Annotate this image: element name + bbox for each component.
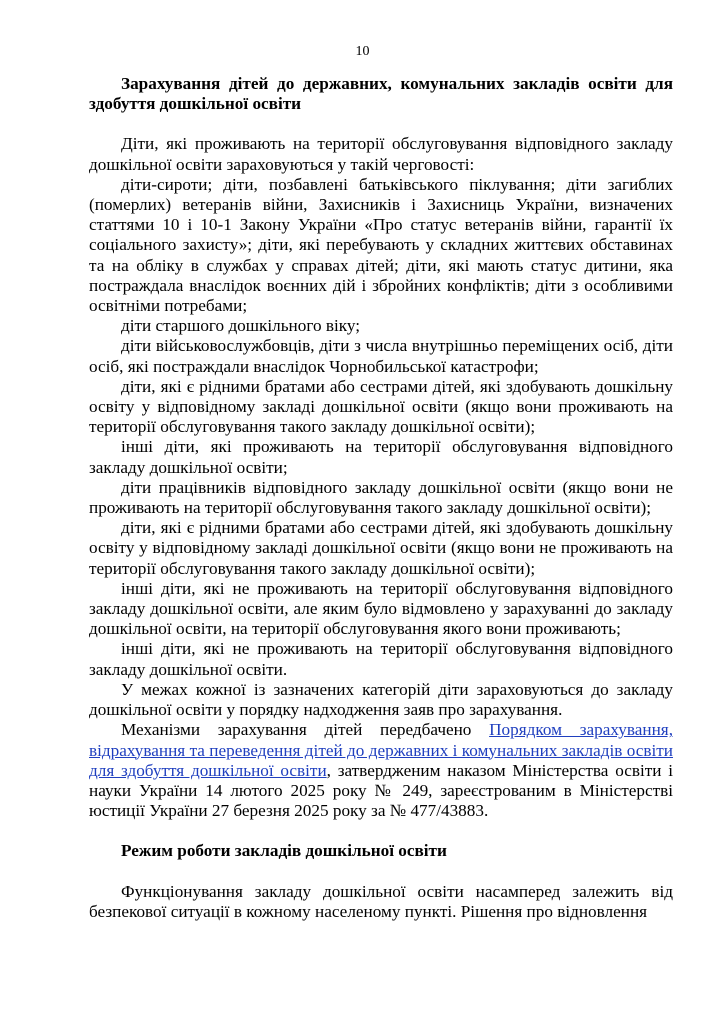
spacer: [89, 862, 673, 882]
list-item-priority-6: діти працівників відповідного закладу дошкільної освіти (якщо вони не проживають на території обслуговування такого закладу дошкільної освіти);: [89, 477, 673, 518]
list-item-priority-1: діти-сироти; діти, позбавлені батьківського піклування; діти загиблих (померлих) ветеранів війни, Захисників і Захисниць України, визначених статтями 10 і 10-1 Закону України «Про статус ветеранів війни, гарантії їх соціального захисту»; діти, які перебувають у складних життєвих обставинах та на обліку в службах у справах дітей; діти, які мають статус дитини, яка постраждала внаслідок воєнних дій і збройних конфліктів; діти з особливими освітніми потребами;: [89, 174, 673, 316]
list-item-priority-7: діти, які є рідними братами або сестрами дітей, які здобувають дошкільну освіту у відповідному закладі дошкільної освіти (якщо вони не проживають на території обслуговування такого закладу дошкільної освіти);: [89, 518, 673, 578]
page-content: [89, 74, 673, 922]
list-item-priority-3: діти військовослужбовців, діти з числа внутрішньо переміщених осіб, діти осіб, які постраждали внаслідок Чорнобильської катастрофи;: [89, 336, 673, 376]
paragraph-functioning: Функціонування закладу дошкільної освіти насамперед залежить від безпекової ситуації в кожному населеному пункті. Рішення про відновлення: [89, 881, 673, 921]
spacer: [89, 114, 673, 134]
list-item-priority-4: діти, які є рідними братами або сестрами дітей, які здобувають дошкільну освіту у відповідному закладі дошкільної освіти (якщо вони проживають на території обслуговування такого закладу дошкільної освіти);: [89, 376, 673, 437]
list-item-priority-2: діти старшого дошкільного віку;: [121, 316, 360, 336]
page-number: 10: [355, 44, 370, 59]
section-heading-enrollment: Зарахування дітей до державних, комунальних закладів освіти для здобуття дошкільної освіти: [89, 74, 673, 114]
section-heading-operating-mode: Режим роботи закладів дошкільної освіти: [121, 841, 447, 861]
list-item-priority-9: інші діти, які не проживають на території обслуговування відповідного закладу дошкільної освіти.: [89, 639, 673, 679]
paragraph-mechanisms: [89, 720, 673, 821]
spacer: [89, 821, 673, 841]
procedure-link[interactable]: Порядком зарахування, відрахування та переведення дітей до державних і комунальних закладів освіти для здобуття дошкільної освіти: [89, 720, 673, 780]
list-item-priority-8: інші діти, які не проживають на території обслуговування відповідного закладу дошкільної освіти, але яким було відмовлено у зарахуванні до закладу дошкільної освіти, на території обслуговування якого вони проживають;: [89, 578, 673, 639]
paragraph-order-note: У межах кожної із зазначених категорій діти зараховуються до закладу дошкільної освіти у порядку надходження заяв про зарахування.: [89, 679, 673, 720]
mechanisms-text-before: Механізми зарахування дітей передбачено: [121, 720, 490, 740]
list-item-priority-5: інші діти, які проживають на території обслуговування відповідного закладу дошкільної освіти;: [89, 437, 673, 477]
paragraph-intro: Діти, які проживають на території обслуговування відповідного закладу дошкільної освіти зараховуються у такій черговості:: [89, 134, 673, 174]
mechanisms-text-after: , затвердженим наказом Міністерства освіти і науки України 14 лютого 2025 року № 249, зареєстрованим в Міністерстві юстиції України 27 березня 2025 року за № 477/43883.: [89, 760, 673, 821]
